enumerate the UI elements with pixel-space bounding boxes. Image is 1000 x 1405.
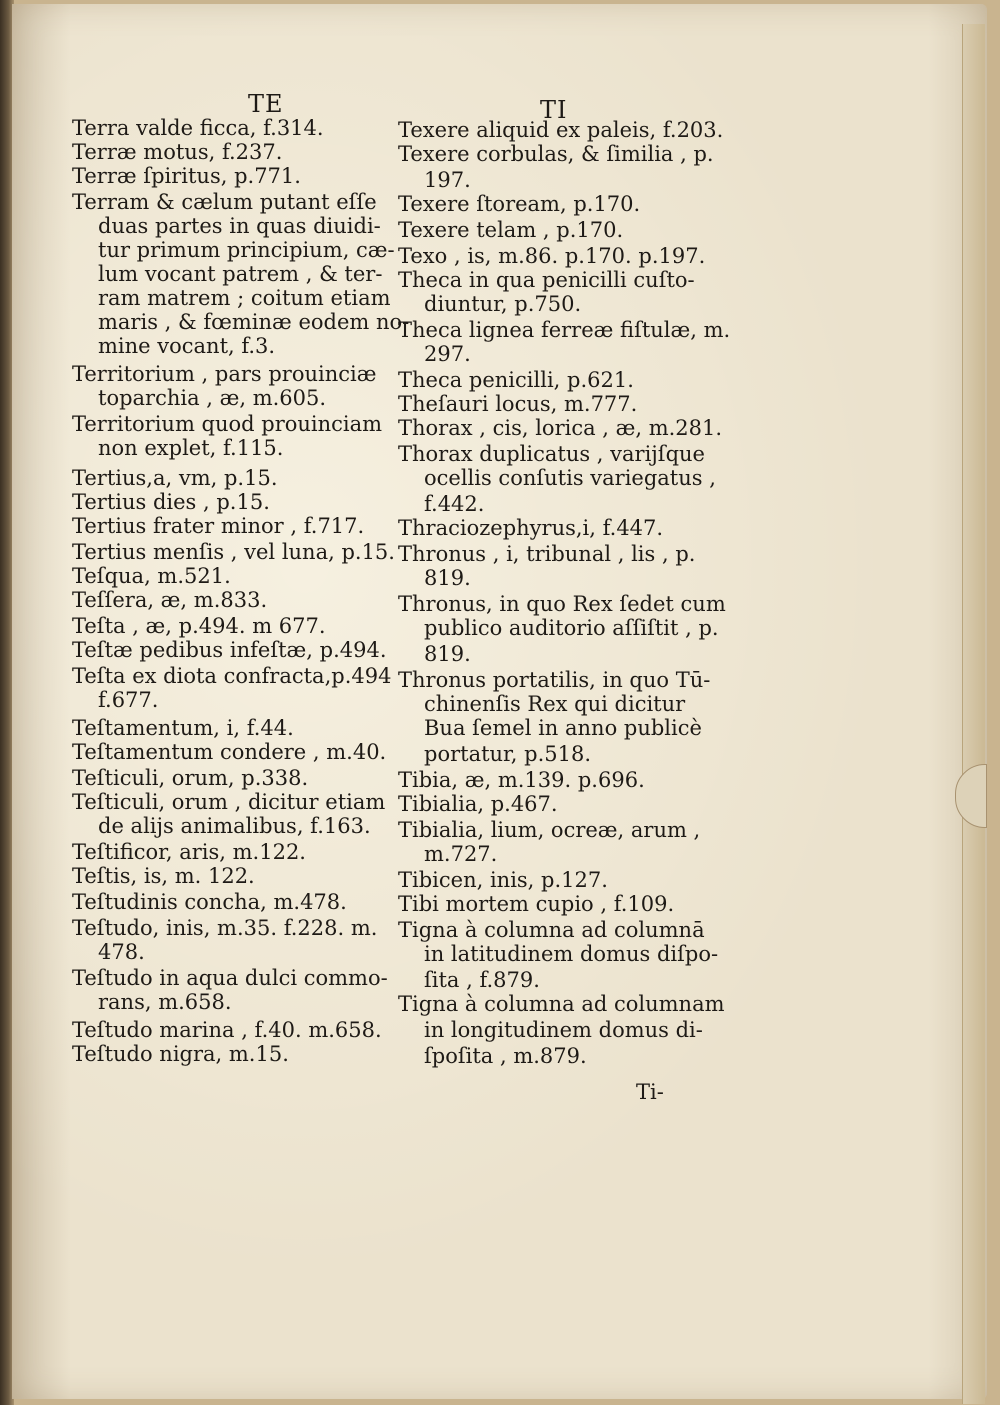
right-entry-line: Tibialia, p.467. (398, 792, 558, 816)
right-entry-line: diuntur, p.750. (424, 292, 582, 316)
left-entry-line: Tertius frater minor , f.717. (72, 514, 365, 538)
right-entry-line: in latitudinem domus diſpo- (424, 942, 719, 966)
left-entry-line: Teſticuli, orum , dicitur etiam (72, 790, 386, 814)
left-entry-line: Teſqua, m.521. (72, 564, 231, 588)
right-entry-line: ſita , f.879. (424, 968, 540, 992)
right-entry-line: Thorax , cis, lorica , æ, m.281. (398, 416, 723, 440)
right-entry-line: Tibialia, lium, ocreæ, arum , (398, 818, 701, 842)
left-entry-line: de alijs animalibus, f.163. (98, 814, 371, 838)
catchword: Ti- (636, 1080, 664, 1104)
right-entry-line: Texo , is, m.86. p.170. p.197. (398, 244, 706, 268)
right-entry-line: Bua ſemel in anno publicè (424, 716, 702, 740)
left-entry-line: Teſticuli, orum, p.338. (72, 766, 309, 790)
left-entry-line: Teſſera, æ, m.833. (72, 588, 268, 612)
left-entry-line: Teſtudo nigra, m.15. (72, 1042, 289, 1066)
left-entry-line: Teſtamentum condere , m.40. (72, 740, 387, 764)
left-entry-line: Teſtis, is, m. 122. (72, 864, 255, 888)
left-entry-line: maris , & fœminæ eodem no- (98, 310, 410, 334)
right-entry-line: Thraciozephyrus,i, f.447. (398, 516, 664, 540)
right-entry-line: Theca penicilli, p.621. (398, 368, 634, 392)
right-entry-line: Thronus portatilis, in quo Tū- (398, 668, 711, 692)
left-column-header: TE (248, 90, 284, 118)
left-entry-line: Territorium quod prouinciam (72, 412, 383, 436)
left-entry-line: tur primum principium, cæ- (98, 238, 395, 262)
left-entry-line: Teſtamentum, i, f.44. (72, 716, 294, 740)
left-entry-line: Teſtudo marina , f.40. m.658. (72, 1018, 382, 1042)
right-entry-line: Tibi mortem cupio , f.109. (398, 892, 675, 916)
thumb-tab-notch (955, 764, 987, 828)
left-entry-line: Tertius dies , p.15. (72, 490, 270, 514)
right-entry-line: m.727. (424, 842, 498, 866)
left-entry-line: Terræ motus, f.237. (72, 140, 283, 164)
left-entry-line: duas partes in quas diuidi- (98, 214, 381, 238)
left-entry-line: Territorium , pars prouinciæ (72, 362, 377, 386)
left-entry-line: Teſta ex diota confracta,p.494 (72, 664, 392, 688)
right-entry-line: Tibicen, inis, p.127. (398, 868, 608, 892)
left-entry-line: non explet, f.115. (98, 436, 284, 460)
right-entry-line: Texere corbulas, & ſimilia , p. (398, 142, 714, 166)
left-entry-line: Teſtudo, inis, m.35. f.228. m. (72, 916, 378, 940)
right-entry-line: ſpoſita , m.879. (424, 1044, 587, 1068)
left-entry-line: Tertius menſis , vel luna, p.15. (72, 540, 395, 564)
left-entry-line: Teſtæ pedibus infeſtæ, p.494. (72, 638, 387, 662)
right-entry-line: Thorax duplicatus , varijſque (398, 442, 705, 466)
right-entry-line: Texere aliquid ex paleis, f.203. (398, 118, 724, 142)
right-entry-line: chinenſis Rex qui dicitur (424, 692, 686, 716)
right-entry-line: 819. (424, 642, 471, 666)
left-entry-line: Tertius,a, vm, p.15. (72, 466, 278, 490)
left-entry-line: 478. (98, 940, 145, 964)
right-column-header: TI (540, 96, 568, 124)
right-entry-line: 819. (424, 566, 471, 590)
left-column (72, 116, 410, 1086)
left-entry-line: f.677. (98, 688, 159, 712)
right-entry-line: Tigna à columna ad columnā (398, 918, 705, 942)
right-entry-line: f.442. (424, 492, 485, 516)
right-entry-line: 297. (424, 342, 471, 366)
right-column (398, 118, 738, 1088)
left-entry-line: mine vocant, f.3. (98, 334, 276, 358)
left-entry-line: lum vocant patrem , & ter- (98, 262, 383, 286)
right-entry-line: in longitudinem domus di- (424, 1018, 703, 1042)
left-entry-line: Terra valde ficca, f.314. (72, 116, 324, 140)
left-entry-line: Teſtudinis concha, m.478. (72, 890, 347, 914)
right-entry-line: Thronus, in quo Rex ſedet cum (398, 592, 726, 616)
left-entry-line: toparchia , æ, m.605. (98, 386, 327, 410)
right-entry-line: Theca in qua penicilli cuſto- (398, 268, 695, 292)
left-entry-line: Terræ ſpiritus, p.771. (72, 164, 301, 188)
right-entry-line: publico auditorio aſſiſtit , p. (424, 616, 719, 640)
right-entry-line: Tigna à columna ad columnam (398, 992, 725, 1016)
left-entry-line: Terram & cælum putant eſſe (72, 190, 377, 214)
right-entry-line: portatur, p.518. (424, 742, 592, 766)
right-entry-line: Texere ſtoream, p.170. (398, 192, 641, 216)
right-entry-line: 197. (424, 168, 471, 192)
left-entry-line: Teſtudo in aqua dulci commo- (72, 966, 388, 990)
right-entry-line: Theca lignea ferreæ fiſtulæ, m. (398, 318, 731, 342)
right-entry-line: ocellis conſutis variegatus , (424, 466, 716, 490)
right-entry-line: Theſauri locus, m.777. (398, 392, 638, 416)
right-entry-line: Thronus , i, tribunal , lis , p. (398, 542, 696, 566)
left-entry-line: Teſtificor, aris, m.122. (72, 840, 306, 864)
right-entry-line: Texere telam , p.170. (398, 218, 624, 242)
right-entry-line: Tibia, æ, m.139. p.696. (398, 768, 645, 792)
page-stack-edge (962, 24, 985, 1404)
left-entry-line: rans, m.658. (98, 990, 232, 1014)
left-entry-line: Teſta , æ, p.494. m 677. (72, 614, 326, 638)
left-entry-line: ram matrem ; coitum etiam (98, 286, 391, 310)
